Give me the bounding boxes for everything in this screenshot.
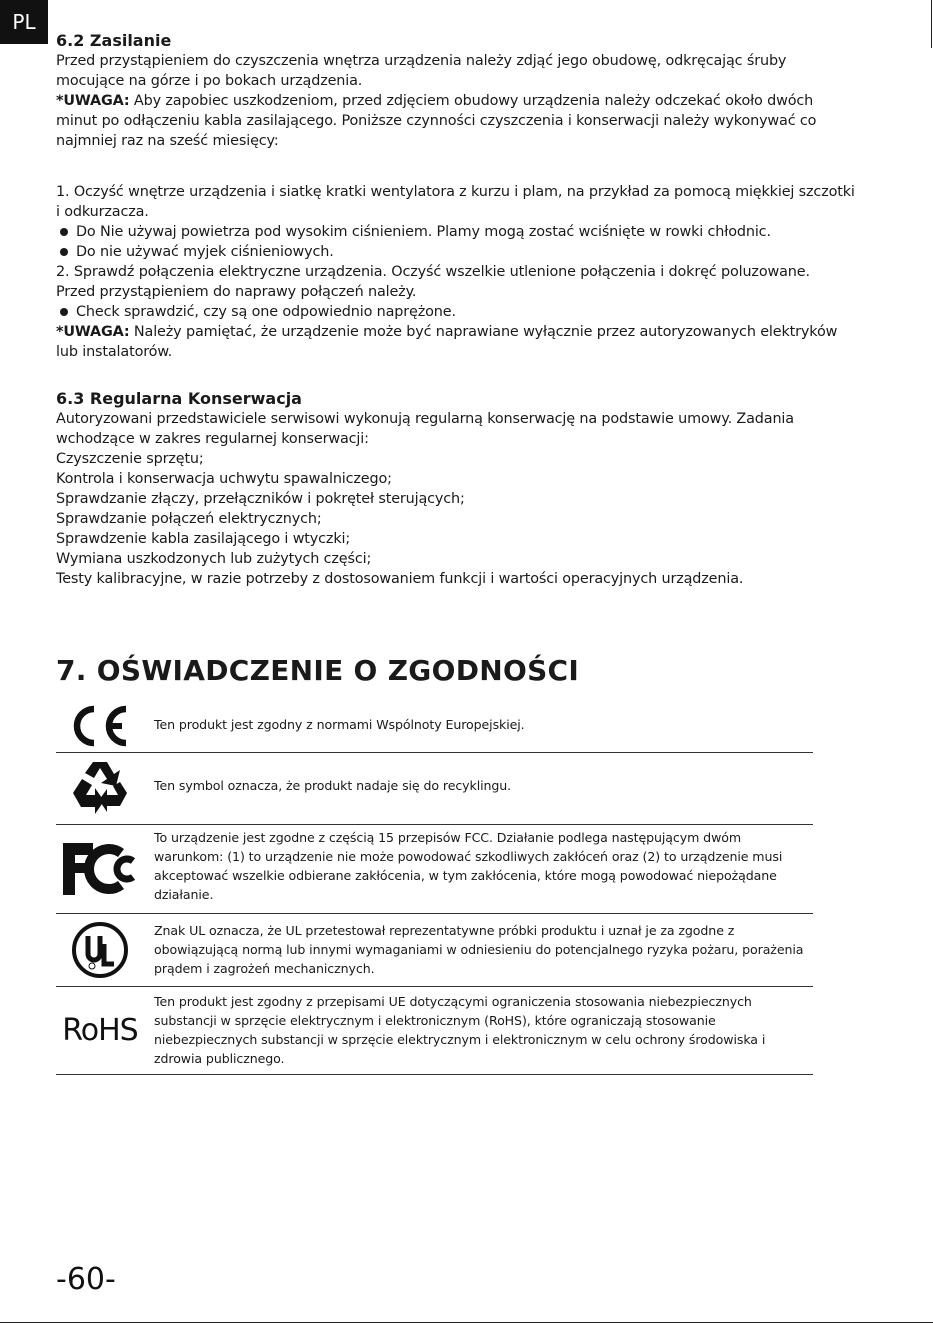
cert-row-ce — [56, 700, 813, 753]
cert-text: Znak UL oznacza, że UL przetestował reprezentatywne próbki produktu i uznał je za zgodne z obowiązującą normą lub innymi wymaganiami w odniesieniu do potencjalnego ryzyka pożaru, porażenia prądem i zagrożeń mechanicznych. — [154, 923, 804, 976]
list-item: Czyszczenie sprzętu; — [56, 451, 204, 467]
list-item: Sprawdzanie złączy, przełączników i pokręteł sterujących; — [56, 491, 465, 507]
warning-line — [56, 322, 886, 342]
cert-row-rohs — [56, 986, 813, 1075]
warning-line — [56, 91, 886, 111]
section-6-3-title: 6.3 Regularna Konserwacja — [56, 389, 302, 408]
section-7-title: 7. OŚWIADCZENIE O ZGODNOŚCI — [56, 654, 580, 687]
cert-row-fcc — [56, 824, 813, 914]
paragraph-line: mocujące na górze i po bokach urządzenia. — [56, 73, 363, 89]
step-2-text: 2. Sprawdź połączenia elektryczne urządzenia. Oczyść wszelkie utlenione połączenia i dokręć poluzowane. — [56, 264, 810, 280]
paragraph-line: Przed przystąpieniem do czyszczenia wnętrza urządzenia należy zdjąć jego obudowę, odkręcając śruby — [56, 53, 787, 69]
cert-row-ul — [56, 913, 813, 987]
cert-text: Ten produkt jest zgodny z przepisami UE dotyczącymi ograniczenia stosowania niebezpiecznych substancji w sprzęcie elektrycznym i elektronicznym (RoHS), które ograniczają stosowanie niebezpiecznych substancji w sprzęcie elektrycznym i elektronicznym w celu ochrony środowiska i zdrowia publicznego. — [154, 994, 766, 1066]
step-1-text: i odkurzacza. — [56, 204, 149, 220]
list-item: Testy kalibracyjne, w razie potrzeby z dostosowaniem funkcji i wartości operacyjnych urządzenia. — [56, 571, 744, 587]
cert-text: Ten symbol oznacza, że produkt nadaje się do recyklingu. — [154, 778, 512, 793]
list-item: Wymiana uszkodzonych lub zużytych części; — [56, 551, 372, 567]
ce-mark-icon — [56, 700, 144, 752]
language-tab: PL — [0, 0, 48, 44]
warning-label: *UWAGA: — [56, 324, 130, 340]
step-2-text: Przed przystąpieniem do naprawy połączeń należy. — [56, 284, 417, 300]
list-item: Sprawdzanie połączeń elektrycznych; — [56, 511, 322, 527]
list-item: Kontrola i konserwacja uchwytu spawalniczego; — [56, 471, 392, 487]
list-item: Sprawdzenie kabla zasilającego i wtyczki; — [56, 531, 351, 547]
ul-mark-icon — [56, 913, 144, 986]
cert-text: Ten produkt jest zgodny z normami Wspólnoty Europejskiej. — [154, 717, 525, 732]
bullet-dot-icon — [60, 308, 68, 316]
page-number: -60- — [56, 1262, 116, 1297]
step-1-text: 1. Oczyść wnętrze urządzenia i siatkę kratki wentylatora z kurzu i plam, na przykład za pomocą miękkiej szczotki — [56, 184, 855, 200]
warning-text: najmniej raz na sześć miesięcy: — [56, 133, 279, 149]
edge-rule — [931, 0, 932, 48]
warning-text: Aby zapobiec uszkodzeniom, przed zdjęciem obudowy urządzenia należy odczekać około dwóch — [129, 93, 814, 109]
paragraph-line: Autoryzowani przedstawiciele serwisowi wykonują regularną konserwację na podstawie umowy. Zadania — [56, 411, 794, 427]
recycle-icon — [56, 752, 144, 824]
section-6-2-title: 6.2 Zasilanie — [56, 31, 172, 50]
warning-label: *UWAGA: — [56, 93, 130, 109]
warning-text: lub instalatorów. — [56, 344, 173, 360]
page-edge-rule — [0, 1322, 933, 1323]
cert-row-recycle — [56, 752, 813, 825]
bullet-dot-icon — [60, 248, 68, 256]
cert-text: To urządzenie jest zgodne z częścią 15 przepisów FCC. Działanie podlega następującym dwóm warunkom: (1) to urządzenie nie może powodować szkodliwych zakłóceń oraz (2) to urządzenie musi akceptować wszelkie odbierane zakłócenia, w tym zakłócenia, które mogą powodować niepożądane działanie. — [154, 830, 783, 902]
paragraph-line: wchodzące w zakres regularnej konserwacji: — [56, 431, 369, 447]
bullet-dot-icon — [60, 228, 68, 236]
bullet-item: Check sprawdzić, czy są one odpowiednio naprężone. — [56, 302, 456, 322]
bullet-item: Do Nie używaj powietrza pod wysokim ciśnieniem. Plamy mogą zostać wciśnięte w rowki chłodnic. — [56, 222, 771, 242]
warning-text: Należy pamiętać, że urządzenie może być naprawiane wyłącznie przez autoryzowanych elektryków — [129, 324, 838, 340]
rohs-logo-icon: RoHS — [62, 1012, 138, 1048]
bullet-item: Do nie używać myjek ciśnieniowych. — [56, 242, 334, 262]
warning-text: minut po odłączeniu kabla zasilającego. Poniższe czynności czyszczenia i konserwacji należy wykonywać co — [56, 113, 817, 129]
fcc-logo-icon — [56, 824, 144, 913]
